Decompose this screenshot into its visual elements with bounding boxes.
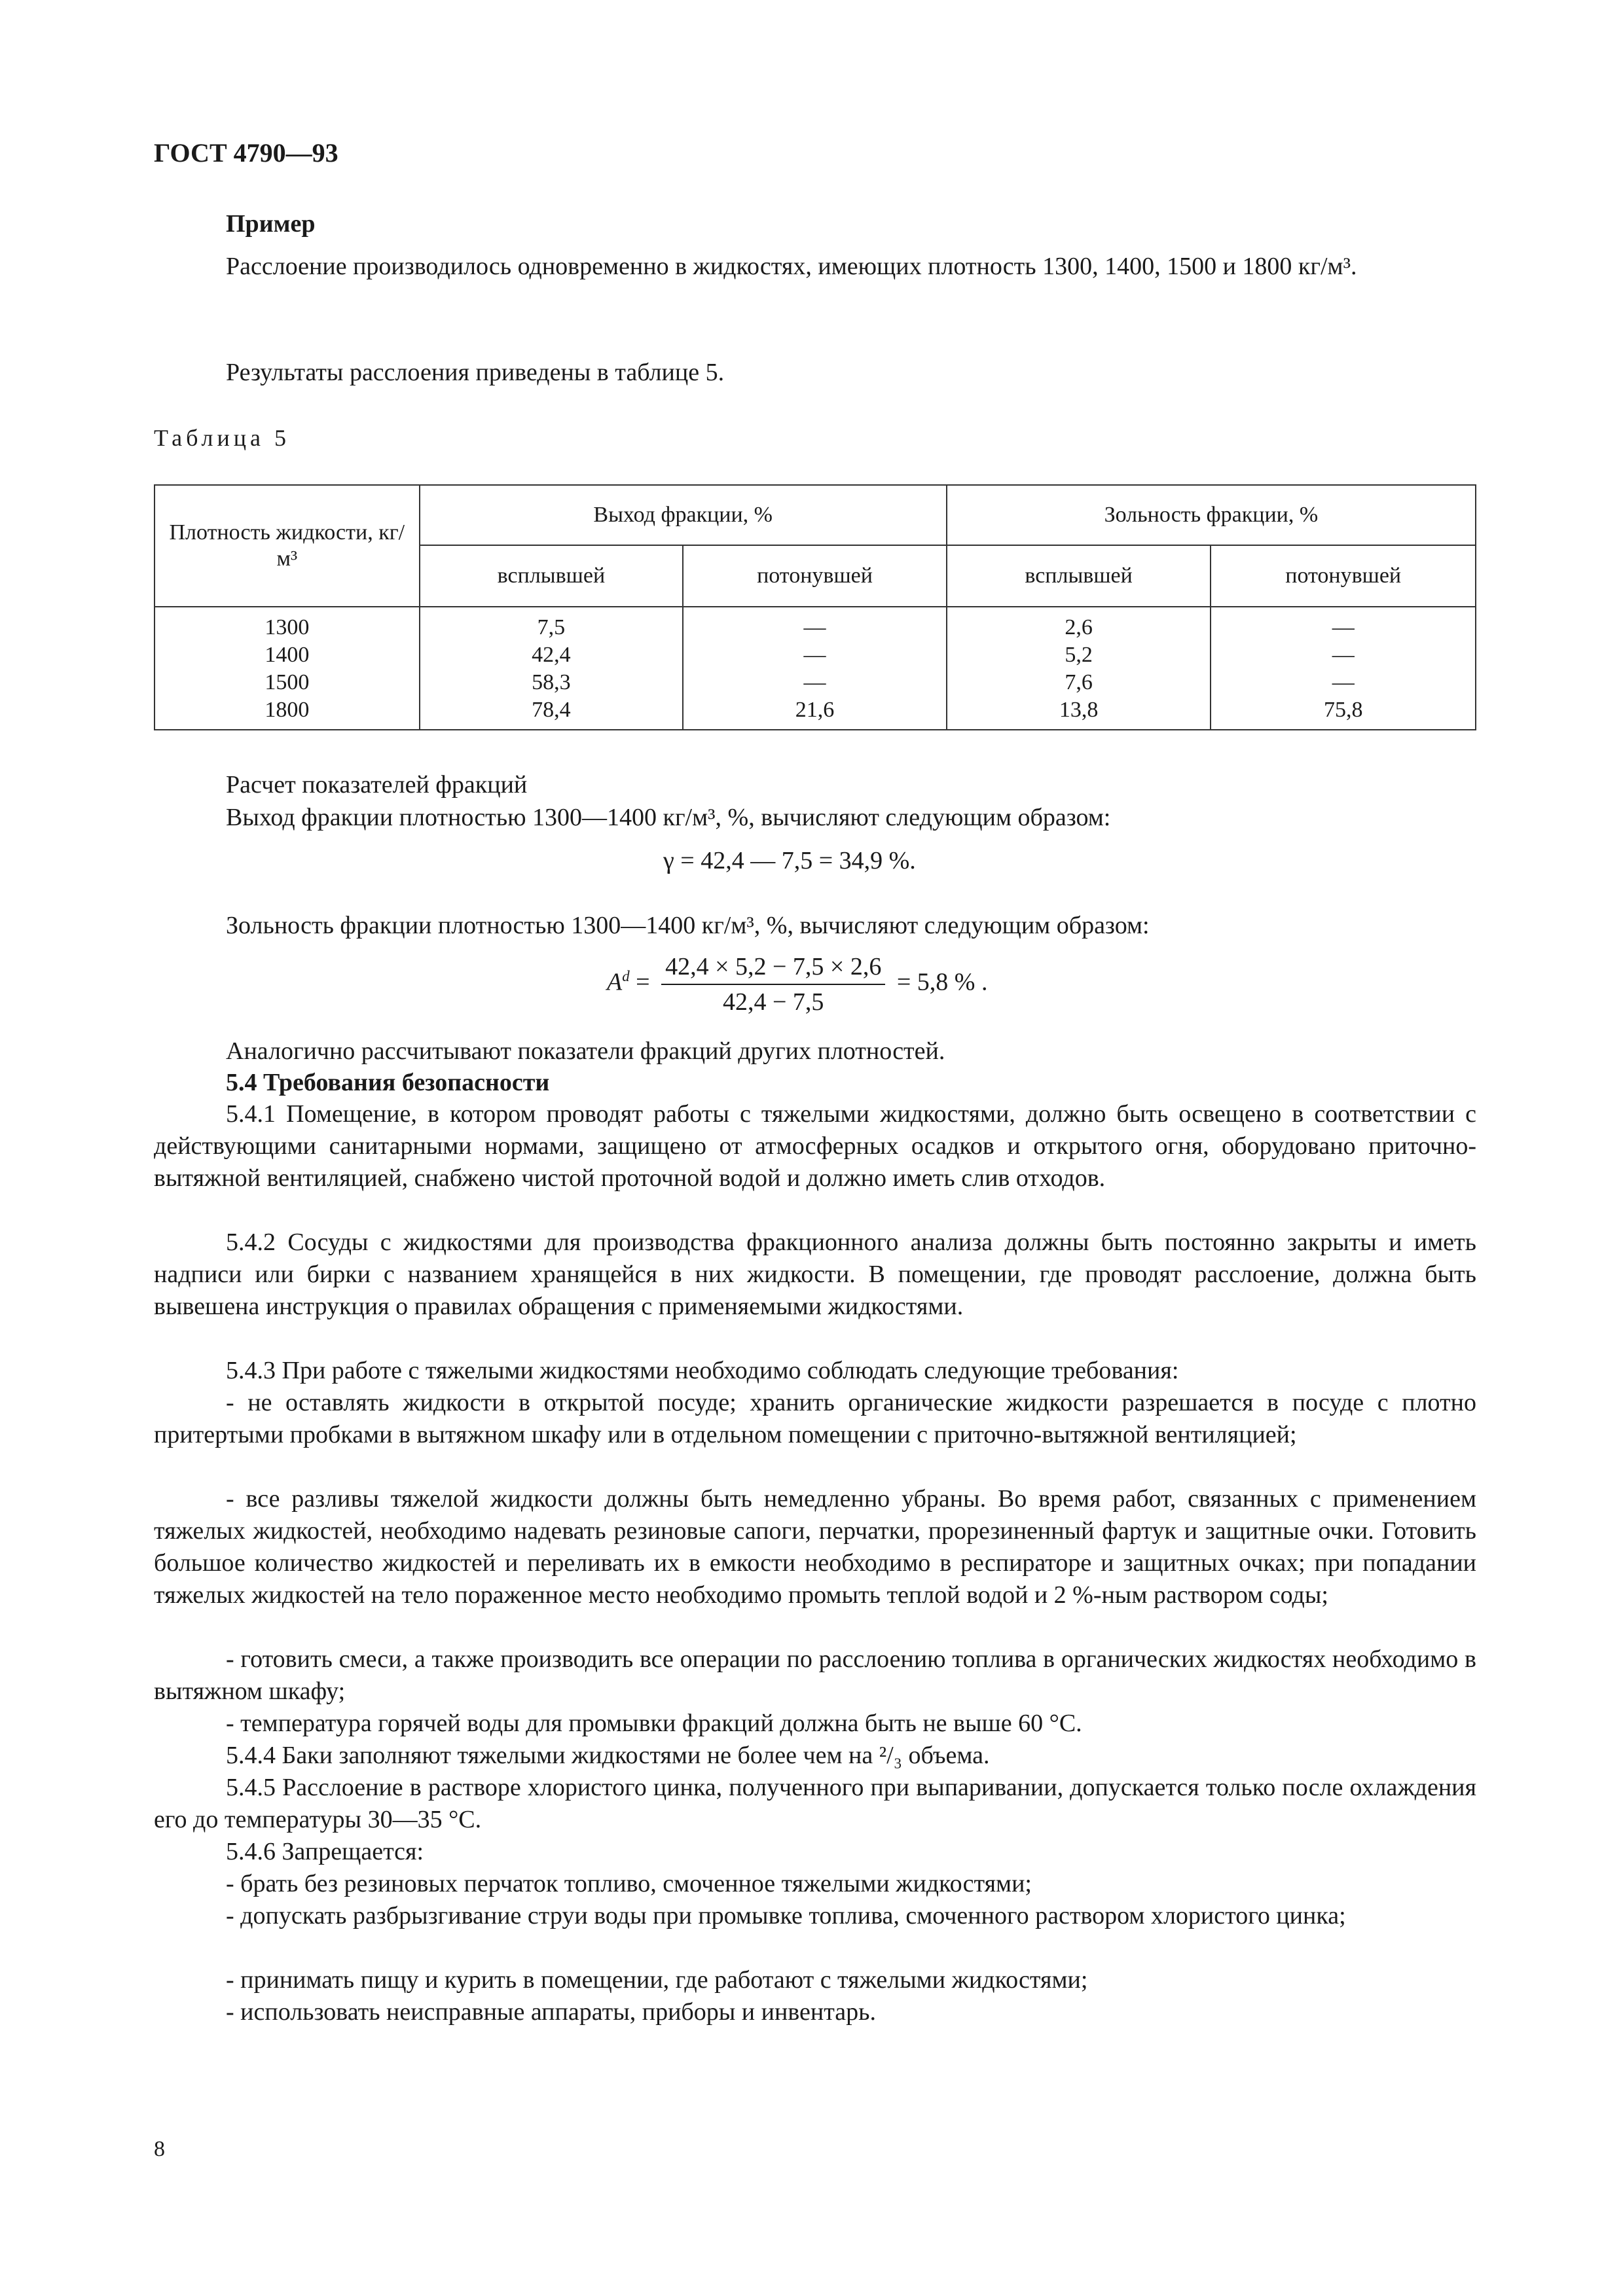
table-cell: — [803, 643, 826, 667]
table-cell: 5,2 [1065, 643, 1093, 667]
formula-result: = 5,8 % . [896, 968, 988, 996]
formula-denominator: 42,4 − 7,5 [722, 988, 824, 1016]
calc-yield-text: Выход фракции плотностью 1300—1400 кг/м³, %, вычисляют следующим образом: [226, 804, 1111, 831]
table-cell: 75,8 [1323, 698, 1363, 722]
formula-gamma: γ = 42,4 — 7,5 = 34,9 %. [663, 847, 916, 874]
subheader-ash-sink: потонувшей [1211, 545, 1476, 607]
table-cell: 1300 [264, 615, 310, 639]
table-cell: 1500 [264, 670, 310, 694]
subheader-yield-float: всплывшей [420, 545, 684, 607]
table-cell: — [1332, 643, 1355, 667]
list-item-5-4-6-b: - допускать разбрызгивание струи воды при промывке топлива, смоченного раствором хлористого цинка; [226, 1902, 1346, 1929]
header-yield: Выход фракции, % [420, 485, 947, 545]
header-ash: Зольность фракции, % [947, 485, 1476, 545]
section-title: 5.4 Требования безопасности [226, 1069, 550, 1096]
table-cell: 78,4 [532, 698, 571, 722]
similar-text: Аналогично рассчитывают показатели фракций других плотностей. [226, 1037, 945, 1065]
results-line: Результаты расслоения приведены в таблице 5. [226, 359, 725, 386]
list-item-5-4-6-d: - использовать неисправные аппараты, приборы и инвентарь. [226, 1998, 876, 2026]
column-yield-sink [683, 607, 947, 730]
paragraph-5-4-4-start: 5.4.4 Баки заполняют тяжелыми жидкостями не более чем на [226, 1742, 873, 1769]
table-cell: 1800 [264, 698, 310, 722]
table-cell: — [1332, 615, 1355, 639]
paragraph-5-4-3: 5.4.3 При работе с тяжелыми жидкостями необходимо соблюдать следующие требования: [226, 1357, 1179, 1384]
fraction-two-thirds: ²/₃ [879, 1742, 902, 1769]
column-ash-sink [1211, 607, 1476, 730]
table-cell: 42,4 [532, 643, 571, 667]
table-cell: 21,6 [795, 698, 835, 722]
list-item-5-4-6-c: - принимать пищу и курить в помещении, где работают с тяжелыми жидкостями; [226, 1966, 1088, 1994]
table-cell: 7,6 [1065, 670, 1093, 694]
table-cell: — [1332, 670, 1355, 694]
list-item-5-4-3-a: - не оставлять жидкости в открытой посуде; хранить органические жидкости разрешается в посуде с плотно притертыми пробками в вытяжном шкафу или в отдельном помещении с приточно-вытяжной вентиляцией; [154, 1389, 1476, 1448]
formula-lhs-sup: d [622, 968, 630, 985]
table-cell: — [803, 670, 826, 694]
column-density [155, 607, 420, 730]
header-density: Плотность жидкости, кг/м³ [155, 485, 420, 607]
table-cell: 13,8 [1059, 698, 1099, 722]
example-title: Пример [226, 210, 316, 238]
paragraph-5-4-5: 5.4.5 Расслоение в растворе хлористого цинка, полученного при выпаривании, допускается только после охлаждения его до температуры 30—35 °С. [154, 1774, 1476, 1833]
table-caption: Таблица 5 [154, 425, 290, 451]
subheader-yield-sink: потонувшей [683, 545, 947, 607]
table-cell: — [803, 615, 826, 639]
paragraph-5-4-4 [154, 1740, 1476, 1772]
column-yield-float [420, 607, 684, 730]
formula-ad [607, 952, 987, 1016]
calc-title: Расчет показателей фракций [226, 771, 528, 798]
formula-fraction [661, 952, 885, 1016]
table-cell: 7,5 [537, 615, 566, 639]
column-ash-float [947, 607, 1211, 730]
table-cell: 58,3 [532, 670, 571, 694]
table-5 [154, 484, 1476, 730]
list-item-5-4-3-c: - готовить смеси, а также производить все операции по расслоению топлива в органических жидкостях необходимо в вытяжном шкафу; [154, 1645, 1476, 1705]
table-cell: 1400 [264, 643, 310, 667]
paragraph-5-4-4-end: объема. [908, 1742, 990, 1769]
intro-paragraph: Расслоение производилось одновременно в жидкостях, имеющих плотность 1300, 1400, 1500 и 1800 кг/м³. [226, 253, 1357, 280]
table-cell: 2,6 [1065, 615, 1093, 639]
list-item-5-4-3-d: - температура горячей воды для промывки фракций должна быть не выше 60 °С. [226, 1710, 1082, 1737]
formula-eq: = [636, 968, 650, 996]
document-header: ГОСТ 4790—93 [154, 138, 338, 168]
formula-lhs: A [607, 968, 623, 996]
list-item-5-4-3-b: - все разливы тяжелой жидкости должны быть немедленно убраны. Во время работ, связанных с применением тяжелых жидкостей, необходимо надевать резиновые сапоги, перчатки, прорезиненный фартук и защитные очки. Готовить большое количество жидкостей и переливать их в емкости необходимо в респираторе и защитных очках; при попадании тяжелых жидкостей на тело пораженное место необходимо промыть теплой водой и 2 %-ным раствором соды; [154, 1485, 1476, 1609]
calc-ash-text: Зольность фракции плотностью 1300—1400 кг/м³, %, вычисляют следующим образом: [226, 912, 1150, 939]
page-number: 8 [154, 2137, 165, 2161]
paragraph-5-4-6: 5.4.6 Запрещается: [226, 1838, 424, 1865]
subheader-ash-float: всплывшей [947, 545, 1211, 607]
formula-numerator: 42,4 × 5,2 − 7,5 × 2,6 [661, 952, 885, 985]
list-item-5-4-6-a: - брать без резиновых перчаток топливо, смоченное тяжелыми жидкостями; [226, 1870, 1032, 1897]
paragraph-5-4-1: 5.4.1 Помещение, в котором проводят работы с тяжелыми жидкостями, должно быть освещено в соответствии с действующими санитарными нормами, защищено от атмосферных осадков и открытого огня, оборудовано приточно-вытяжной вентиляцией, снабжено чистой проточной водой и должно иметь слив отходов. [154, 1100, 1476, 1192]
paragraph-5-4-2: 5.4.2 Сосуды с жидкостями для производства фракционного анализа должны быть постоянно закрыты и иметь надписи или бирки с названием хранящейся в них жидкости. В помещении, где проводят расслоение, должна быть вывешена инструкция о правилах обращения с применяемыми жидкостями. [154, 1229, 1476, 1320]
